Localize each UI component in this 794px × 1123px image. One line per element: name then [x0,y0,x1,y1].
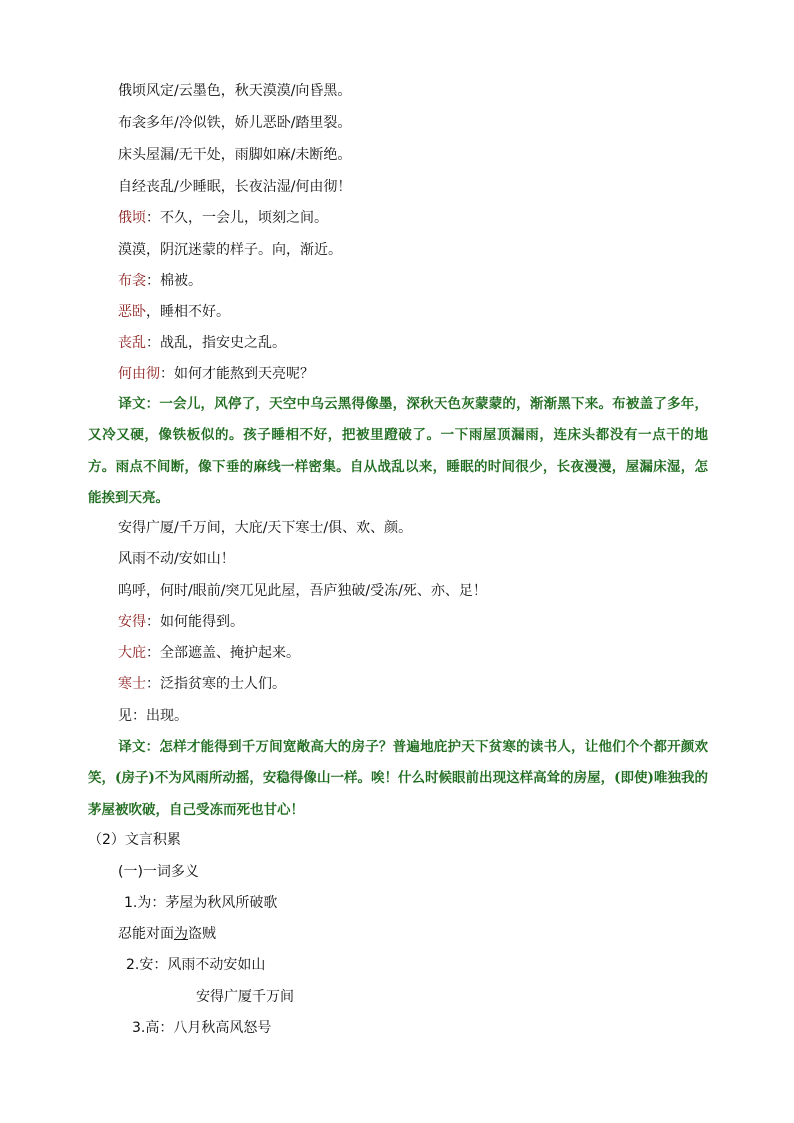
note-term: 寒士 [118,676,146,692]
item-example: 八月秋高风怒号 [173,1020,272,1036]
translation-text: 怎样才能得到千万间宽敞高大的房子？普遍地庇护天下贫寒的读书人，让他们个个都开颜欢笑，(房子)不为风雨所动摇，安稳得像山一样。唉！什么时候眼前出现这样高耸的房屋，(即使)唯独我的茅屋被吹破，自己受冻而死也甘心！ [88,739,709,818]
example-text: 盗贼 [188,926,216,942]
note-text: ，阴沉迷蒙的样子。向，渐近。 [146,242,342,258]
poem-line: 呜呼，何时/眼前/突兀见此屋，吾庐独破/受冻/死、亦、足！ [118,583,487,599]
note-term: 漠漠 [118,242,146,258]
polysemy-example [118,924,216,944]
note-term: 大庇 [118,645,146,661]
note-term: 恶卧 [118,304,146,320]
note-text: ：不久，一会儿，顷刻之间。 [146,210,328,226]
note-text: ：出现。 [132,708,188,724]
translation-label: 译文： [118,739,160,755]
section-heading: （2）文言积累 [88,832,181,848]
note-text: ：泛指贫寒的士人们。 [146,676,286,692]
translation-paragraph [88,389,708,514]
note-line [118,643,300,663]
note-line [118,208,328,228]
translation-paragraph [88,732,708,826]
note-term: 布衾 [118,273,146,289]
item-number: 1.为： [124,895,166,911]
note-line [118,240,342,260]
note-term: 何由彻 [118,366,160,382]
polysemy-item [124,893,277,913]
item-example: 茅屋为秋风所破歌 [165,895,278,911]
note-text: ：如何才能熬到天亮呢？ [160,366,314,382]
poem-line: 床头屋漏/无干处，雨脚如麻/未断绝。 [118,147,352,163]
note-line [118,302,230,322]
note-text: ：战乱，指安史之乱。 [146,335,286,351]
note-line [118,612,244,632]
note-line [118,674,286,694]
poem-line: 布衾多年/冷似铁，娇儿恶卧/踏里裂。 [118,115,352,131]
translation-label: 译文： [118,396,160,412]
note-text: ：如何能得到。 [146,614,244,630]
section-subheading: (一)一词多义 [118,864,199,880]
note-text: ：棉被。 [146,273,202,289]
note-line [118,364,314,384]
item-number: 3.高： [132,1020,174,1036]
poem-line: 自经丧乱/少睡眠，长夜沾湿/何由彻！ [118,179,352,195]
note-term: 见 [118,708,132,724]
underlined-word: 为 [174,926,188,942]
note-text: ，睡相不好。 [146,304,230,320]
item-number: 2.安： [126,957,168,973]
poem-line: 安得广厦/千万间，大庇/天下寒士/俱、欢、颜。 [118,520,413,536]
note-line [118,333,286,353]
poem-line: 风雨不动/安如山！ [118,551,235,567]
example-text: 忍能对面 [118,926,174,942]
note-line [118,271,202,291]
polysemy-item [132,1018,271,1038]
note-term: 俄顷 [118,210,146,226]
translation-text: 一会儿，风停了，天空中乌云黑得像墨，深秋天色灰蒙蒙的，渐渐黑下来。布被盖了多年，又冷又硬，像铁板似的。孩子睡相不好，把被里蹬破了。一下雨屋顶漏雨，连床头都没有一点干的地方。雨点不间断，像下垂的麻线一样密集。自从战乱以来，睡眠的时间很少，长夜漫漫，屋漏床湿，怎能挨到天亮。 [88,396,709,506]
note-line [118,706,188,726]
note-text: ：全部遮盖、掩护起来。 [146,645,300,661]
item-example: 风雨不动安如山 [167,957,266,973]
note-term: 安得 [118,614,146,630]
polysemy-example: 安得广厦千万间 [196,989,294,1005]
note-term: 丧乱 [118,335,146,351]
poem-line: 俄顷风定/云墨色，秋天漠漠/向昏黑。 [118,83,352,99]
polysemy-item [126,955,265,975]
